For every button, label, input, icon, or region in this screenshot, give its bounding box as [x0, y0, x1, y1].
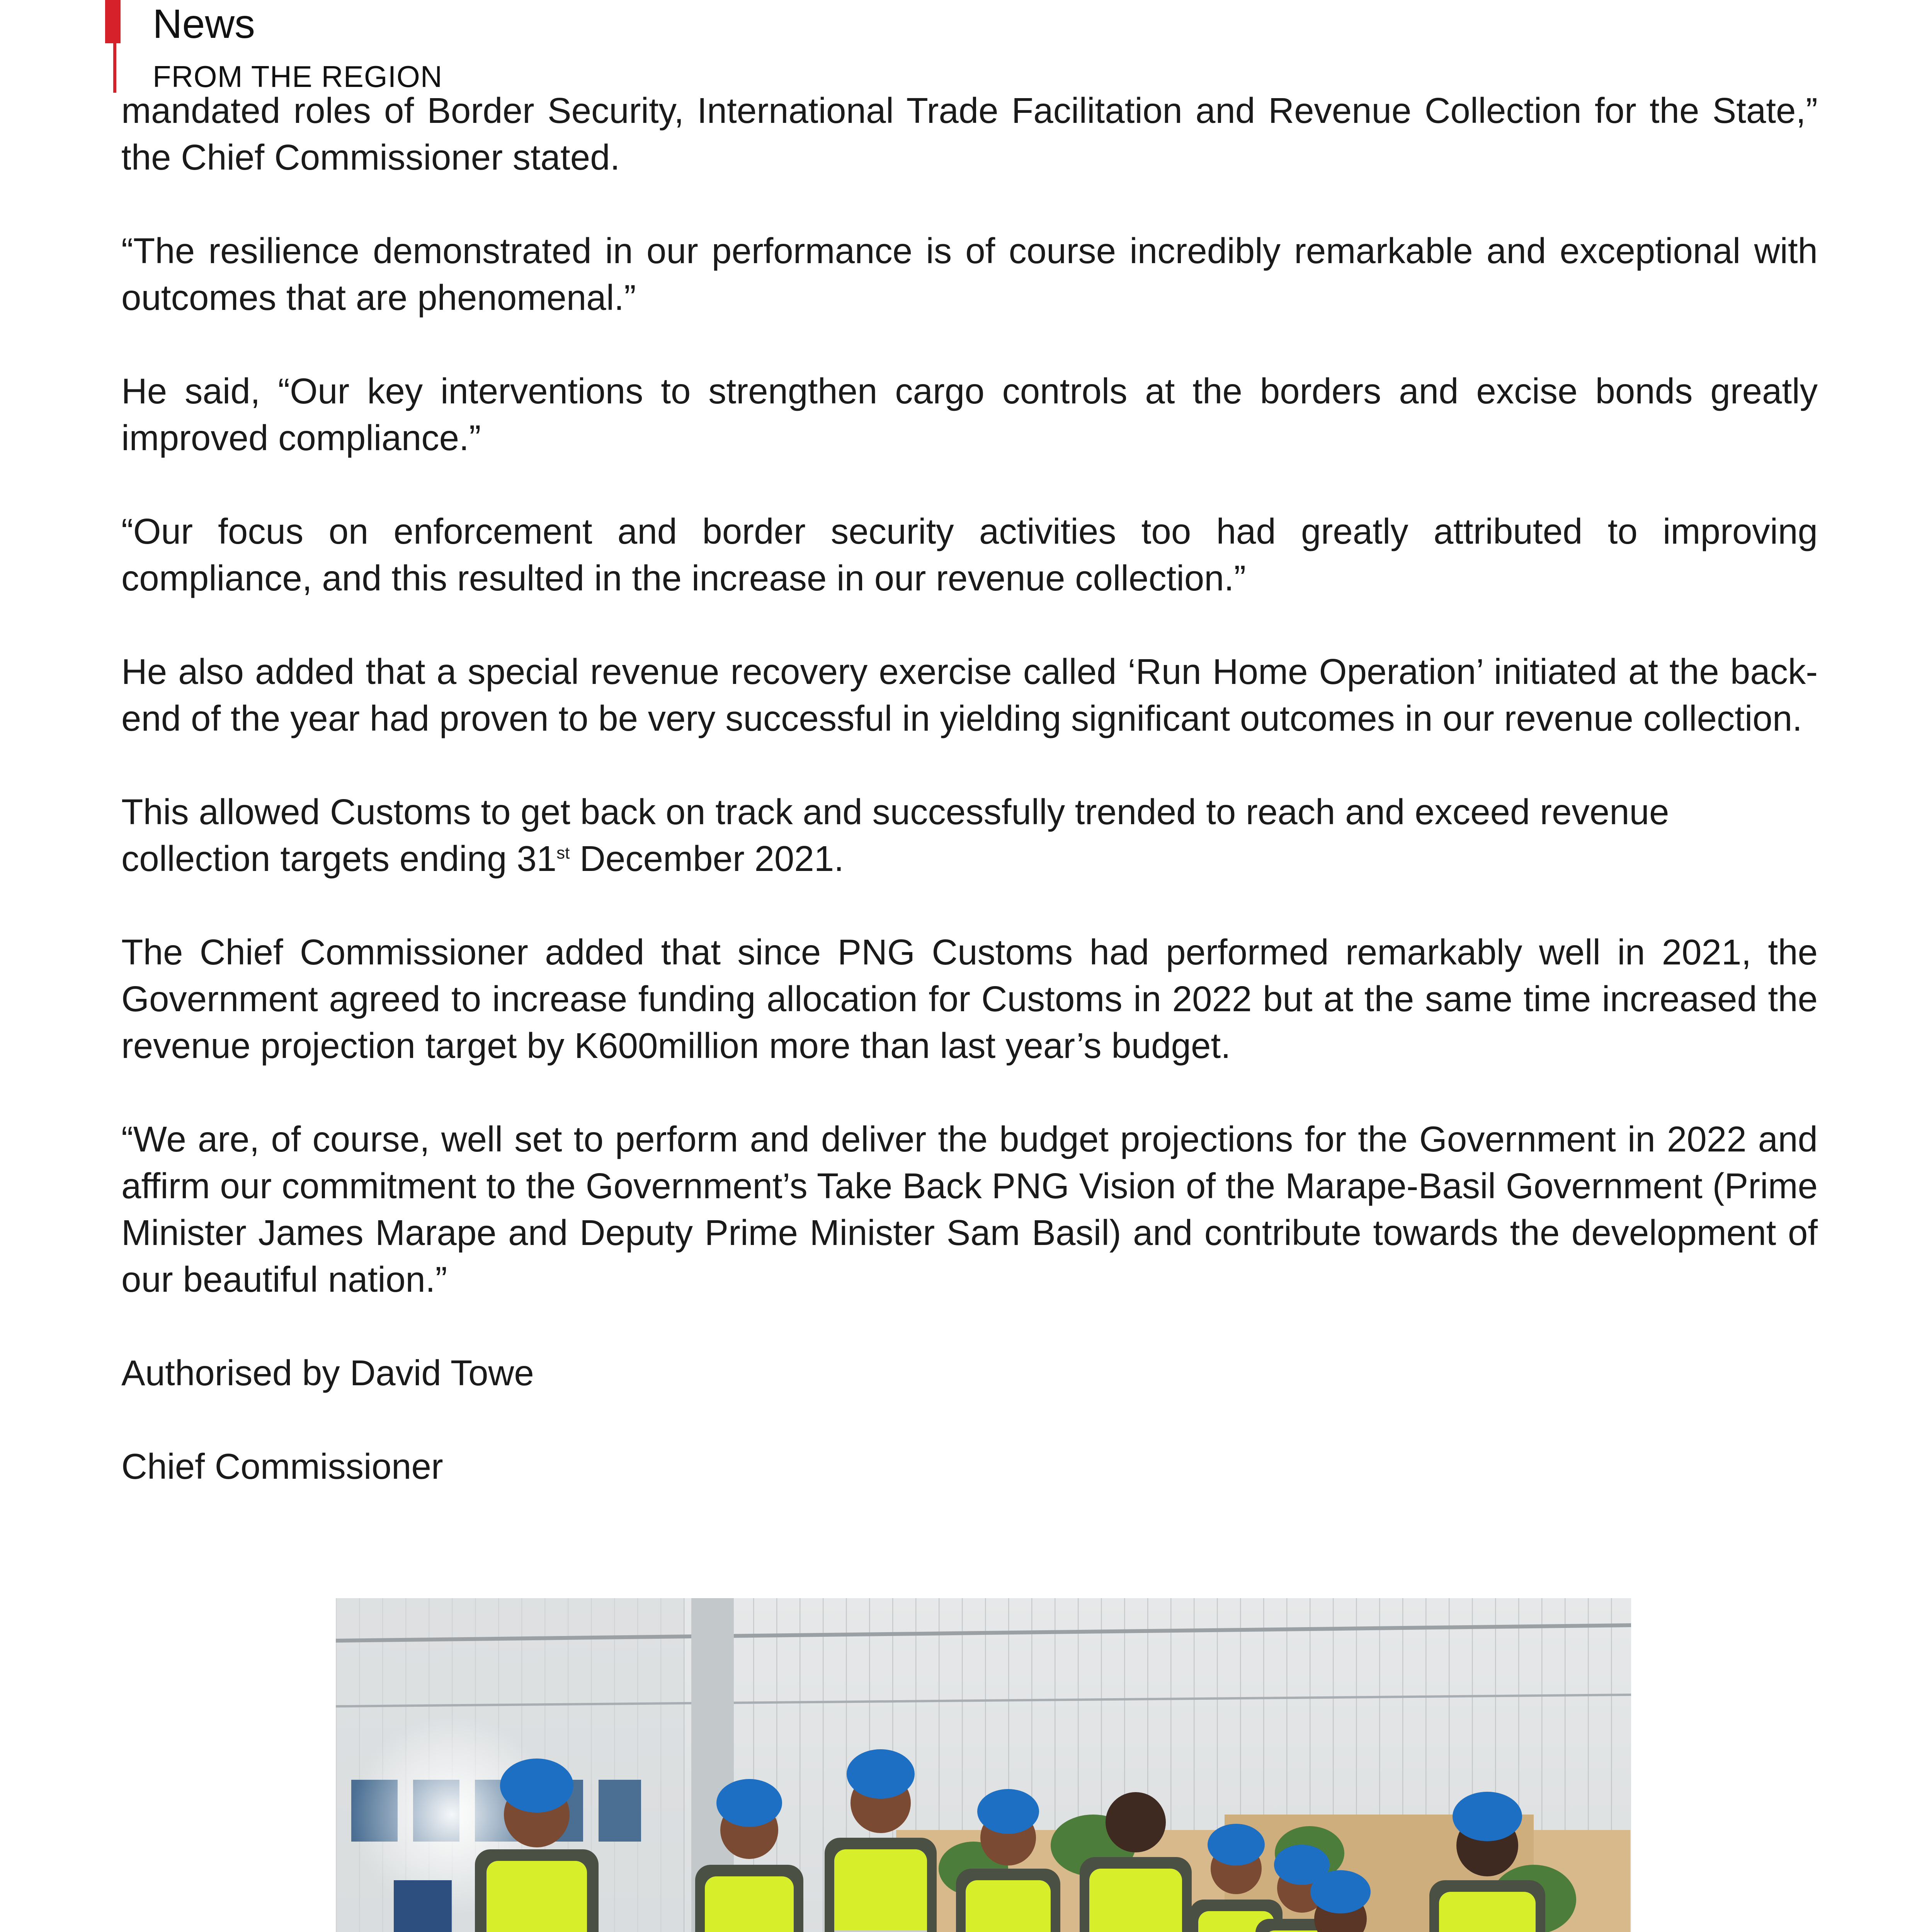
article-paragraph: The Chief Commissioner added that since PNG Customs had performed remarkably well in 2021, the Government agreed to increase funding allocation for Customs in 2022 but at the same time increased the revenue projection target by K600million more than last year’s budget. — [121, 932, 1818, 1066]
author-title: Chief Commissioner — [121, 1446, 443, 1486]
section-title: News — [153, 1, 255, 47]
ordinal-suffix: st — [556, 844, 570, 863]
paragraph-text: This allowed Customs to get back on track and successfully trended to reach and exceed revenue collection targets ending 31 — [121, 792, 1669, 879]
header-red-bar — [105, 0, 121, 43]
article-paragraph: “The resilience demonstrated in our performance is of course incredibly remarkable and exceptional with outcomes that are phenomenal.” — [121, 231, 1818, 318]
authorised-by: Authorised by David Towe — [121, 1353, 534, 1393]
article-paragraph: “We are, of course, well set to perform and deliver the budget projections for the Government in 2022 and affirm our commitment to the Government’s Take Back PNG Vision of the Marape-Basil Government (Prime Minister James Marape and Deputy Prime Minister Sam Basil) and contribute towards the development of our beautiful nation.” — [121, 1119, 1818, 1299]
header-red-line — [113, 43, 116, 93]
section-subtitle: FROM THE REGION — [153, 60, 443, 94]
article-paragraph: He also added that a special revenue recovery exercise called ‘Run Home Operation’ initiated at the back-end of the year had proven to be very successful in yielding significant outcomes in our revenue collection. — [121, 651, 1818, 738]
article-paragraph: He said, “Our key interventions to strengthen cargo controls at the borders and excise bonds greatly improved compliance.” — [121, 371, 1818, 458]
paragraph-text: December 2021. — [580, 838, 844, 879]
article-body — [121, 87, 1818, 1537]
article-paragraph: mandated roles of Border Security, International Trade Facilitation and Revenue Collection for the State,” the Chief Commissioner stated. — [121, 90, 1818, 177]
group-photo — [336, 1598, 1631, 1932]
article-paragraph: “Our focus on enforcement and border security activities too had greatly attributed to improving compliance, and this resulted in the increase in our revenue collection.” — [121, 511, 1818, 598]
article-paragraph — [121, 789, 1818, 882]
